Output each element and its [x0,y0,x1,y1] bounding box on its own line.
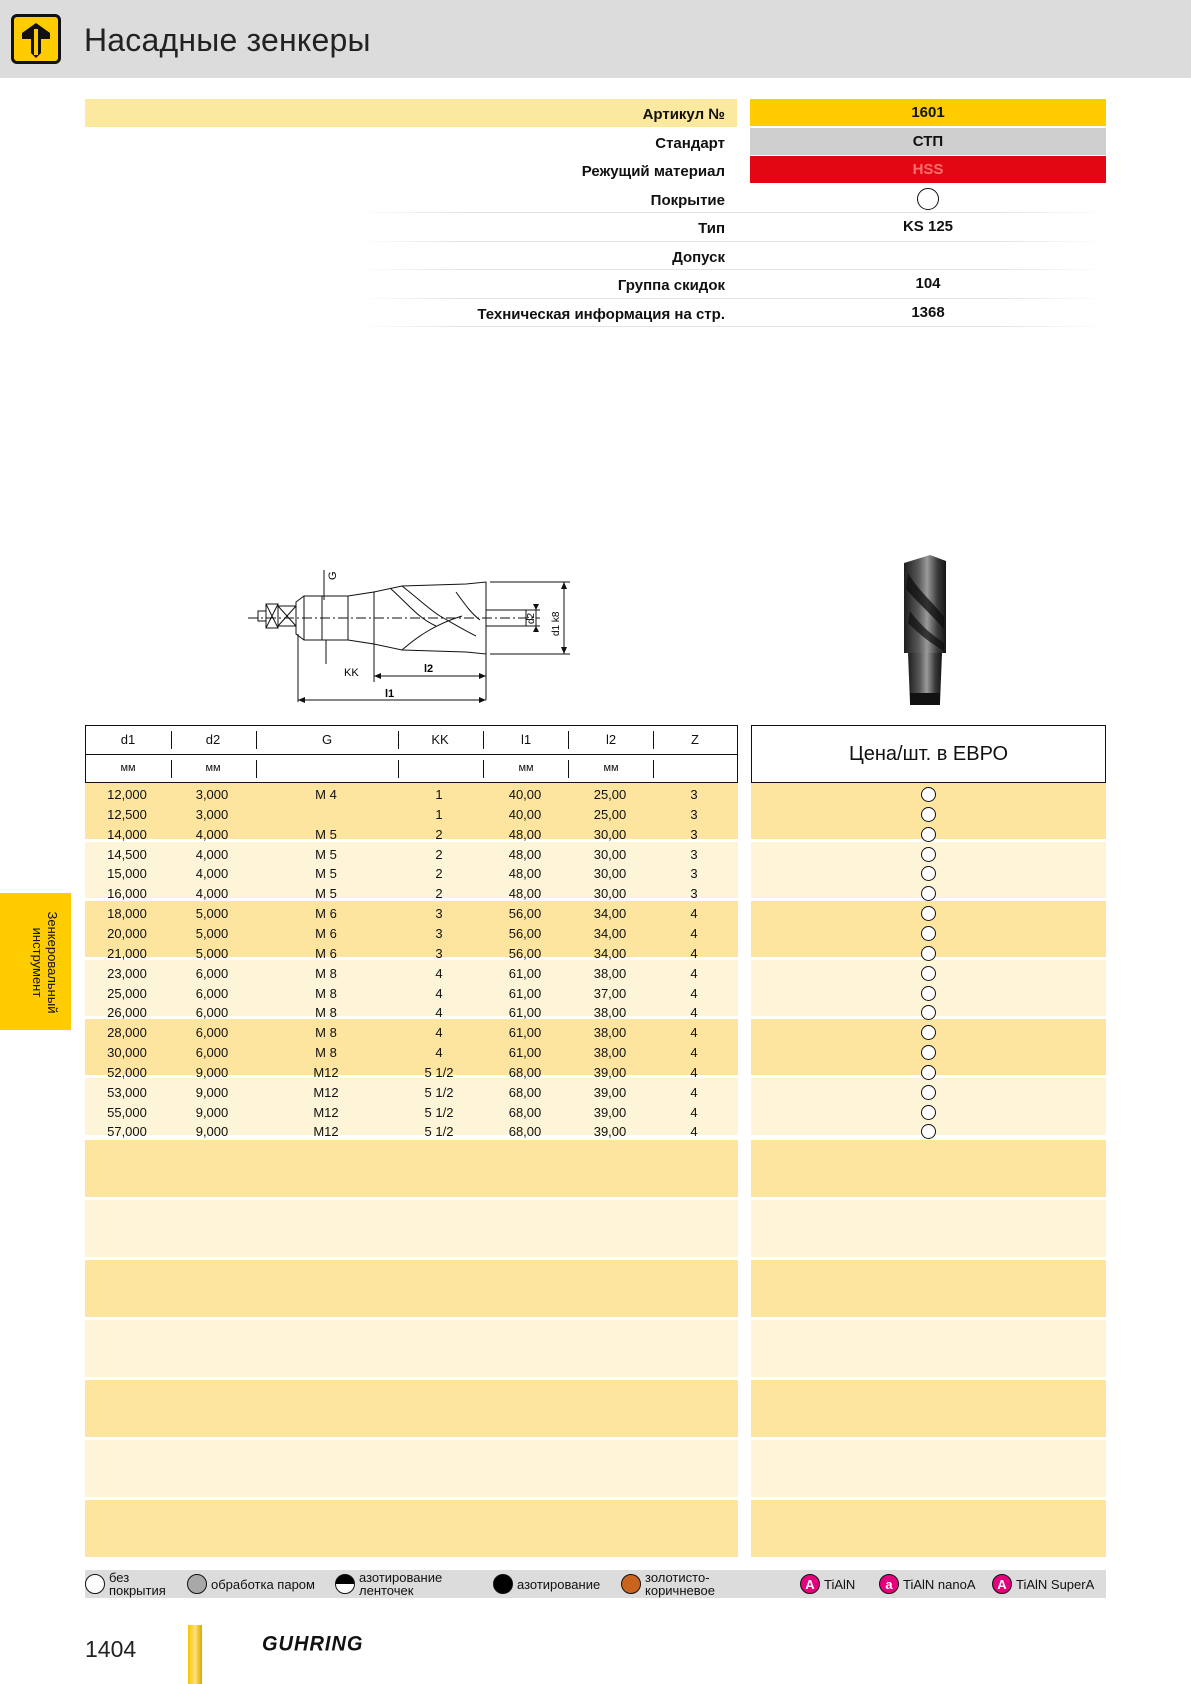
table-cell: 4 [690,1124,698,1139]
table-row [85,804,738,824]
table-cell: M 8 [315,1025,337,1040]
table-cell: M 8 [315,1005,337,1020]
table-cell: 4 [690,1045,698,1060]
table-cell: 5 1/2 [424,1065,454,1080]
table-cell: 39,00 [593,1105,627,1120]
table-cell: 5 1/2 [424,1105,454,1120]
material-value: HSS [750,156,1106,183]
legend-uncoated-line2: покрытия [109,1583,166,1598]
table-cell: 5,000 [195,906,229,921]
drawing-label-kk: KK [344,667,359,679]
table-cell: M 6 [315,926,337,941]
row-group-bg [85,1500,738,1557]
table-cell: 56,00 [508,946,542,961]
technical-drawing [240,560,580,720]
table-cell: M 5 [315,866,337,881]
column-unit: мм [205,762,221,774]
table-cell: 2 [435,827,443,842]
table-cell: 5 1/2 [424,1085,454,1100]
table-cell: M 5 [315,886,337,901]
table-cell: 4 [690,986,698,1001]
legend-uncoated [85,1570,166,1598]
table-cell: 68,00 [508,1105,542,1120]
table-cell: M 8 [315,1045,337,1060]
table-cell: 25,00 [593,787,627,802]
table-cell: 1 [435,787,443,802]
tialn-supera-icon: A [992,1574,1012,1594]
table-cell: M12 [313,1124,339,1139]
table-cell: 26,000 [107,1005,147,1020]
table-cell: M 8 [315,966,337,981]
side-tab-line1: Зенкеровальный [45,911,60,1014]
table-cell: 9,000 [195,1085,229,1100]
table-cell: 6,000 [195,1005,229,1020]
column-header: l2 [605,732,617,747]
table-cell: 34,00 [593,906,627,921]
drawing-label-l1: l1 [385,688,395,700]
table-cell: 21,000 [107,946,147,961]
column-header: G [321,732,333,747]
table-cell: M 5 [315,847,337,862]
column-unit: мм [120,762,136,774]
table-cell: 4,000 [195,827,229,842]
table-cell: 4,000 [195,886,229,901]
table-cell: 3,000 [195,787,229,802]
table-cell: 61,00 [508,1045,542,1060]
table-cell: 68,00 [508,1085,542,1100]
table-cell: 4 [690,926,698,941]
table-cell: 12,500 [107,807,147,822]
table-row [85,1062,738,1082]
drawing-label-d1: d1 k8 [551,611,562,636]
column-header: d2 [205,732,221,747]
table-cell: 3 [690,807,698,822]
table-cell: 4 [690,906,698,921]
table-cell: 3 [690,827,698,842]
legend-supera [992,1570,1094,1598]
drawing-label-l2: l2 [424,663,434,675]
column-header: d1 [120,732,136,747]
table-cell: 3,000 [195,807,229,822]
price-group-bg [751,1380,1106,1437]
tolerance-value [750,242,1106,269]
price-uncoated-icon [921,1105,936,1120]
coating-value [750,185,1106,212]
legend-gold-line2: коричневое [645,1583,715,1598]
spec-row-tolerance [85,242,1106,271]
table-cell: 38,00 [593,1025,627,1040]
table-cell: M 8 [315,986,337,1001]
legend-margin-nitride [335,1570,442,1598]
table-cell: 52,000 [107,1065,147,1080]
legend-nitride [493,1570,600,1598]
table-cell: 4 [435,1005,443,1020]
page-number: 1404 [85,1636,137,1662]
table-cell: 5 1/2 [424,1124,454,1139]
material-label: Режущий материал [581,163,725,180]
table-cell: 34,00 [593,926,627,941]
uncoated-icon [85,1574,105,1594]
column-unit: мм [518,762,534,774]
legend-nanoa [879,1570,976,1598]
table-cell: 48,00 [508,827,542,842]
table-cell: 3 [690,866,698,881]
table-cell: 2 [435,886,443,901]
price-uncoated-icon [921,1085,936,1100]
standard-label: Стандарт [655,134,725,152]
price-uncoated-icon [921,926,936,941]
table-cell: 18,000 [107,906,147,921]
table-cell: 56,00 [508,926,542,941]
table-cell: 28,000 [107,1025,147,1040]
table-cell: 6,000 [195,1045,229,1060]
price-uncoated-icon [921,847,936,862]
table-cell: 4 [690,1025,698,1040]
brand-logo: GUHRING [262,1632,364,1656]
discount-value: 104 [915,275,941,292]
table-cell: 4 [690,1065,698,1080]
price-uncoated-icon [921,966,936,981]
table-cell: M12 [313,1065,339,1080]
legend-steam [187,1570,315,1598]
table-cell: 14,000 [107,827,147,842]
table-cell: 4 [435,1045,443,1060]
legend-margin-line2: ленточек [359,1583,414,1598]
table-row [85,903,738,923]
price-uncoated-icon [921,986,936,1001]
column-unit: мм [603,762,619,774]
table-cell: 20,000 [107,926,147,941]
table-cell: 40,00 [508,787,542,802]
table-cell: 61,00 [508,1025,542,1040]
table-cell: 3 [435,946,443,961]
uncoated-icon [917,188,939,210]
table-cell: 68,00 [508,1124,542,1139]
data-table-header [85,725,738,783]
product-photo [890,553,960,713]
table-cell: 3 [690,787,698,802]
table-row [85,883,738,903]
margin-nitrided-icon [335,1574,355,1594]
table-cell: 4,000 [195,847,229,862]
row-group-bg [85,1200,738,1257]
legend-tialn-text: TiAlN [824,1576,856,1592]
table-cell: M12 [313,1085,339,1100]
side-tab-line2: инструмент [30,927,45,998]
table-cell: 2 [435,866,443,881]
table-row [85,784,738,804]
price-group-bg [751,1440,1106,1497]
table-row [85,943,738,963]
spec-row-material [85,156,1106,185]
table-row [85,923,738,943]
table-row [85,824,738,844]
price-uncoated-icon [921,946,936,961]
table-cell: 4 [690,1005,698,1020]
table-cell: M 6 [315,946,337,961]
table-cell: 68,00 [508,1065,542,1080]
page-header [0,0,1191,78]
price-uncoated-icon [921,827,936,842]
table-row [85,1042,738,1062]
tialn-nanoa-icon: a [879,1574,899,1594]
standard-value: СТП [750,128,1106,155]
table-cell: 34,00 [593,946,627,961]
price-group-bg [751,1260,1106,1317]
row-group-bg [85,1320,738,1377]
table-cell: 25,00 [593,807,627,822]
table-cell: 39,00 [593,1065,627,1080]
spec-table [85,99,1106,327]
table-cell: 6,000 [195,1025,229,1040]
table-cell: 48,00 [508,847,542,862]
price-uncoated-icon [921,807,936,822]
legend-margin-line1: азотирование [359,1570,443,1585]
row-group-bg [85,1260,738,1317]
table-cell: 4,000 [195,866,229,881]
section-side-tab[interactable] [0,893,71,1030]
table-cell: 4 [690,1085,698,1100]
table-cell: 40,00 [508,807,542,822]
row-group-bg [85,1380,738,1437]
spec-row-discount [85,270,1106,299]
table-cell: 38,00 [593,1005,627,1020]
table-cell: 12,000 [107,787,147,802]
legend-supera-text: TiAlN SuperA [1016,1576,1095,1592]
spec-row-standard [85,128,1106,157]
table-row [85,1002,738,1022]
table-row [85,863,738,883]
column-header: KK [431,732,449,747]
table-cell: 53,000 [107,1085,147,1100]
price-uncoated-icon [921,1065,936,1080]
coating-legend [85,1570,1106,1598]
footer-accent-bar [188,1625,202,1684]
table-cell: 9,000 [195,1065,229,1080]
table-cell: 37,00 [593,986,627,1001]
table-cell: 1 [435,807,443,822]
table-cell: 14,500 [107,847,147,862]
column-header: l1 [520,732,532,747]
table-cell: 39,00 [593,1085,627,1100]
table-cell: M 6 [315,906,337,921]
coating-label: Покрытие [650,191,725,209]
price-group-bg [751,1320,1106,1377]
table-cell: 4 [435,966,443,981]
column-header: Z [691,732,699,747]
table-cell: 6,000 [195,986,229,1001]
table-cell: 38,00 [593,966,627,981]
article-value: 1601 [750,99,1106,126]
table-cell: 38,00 [593,1045,627,1060]
table-cell: 3 [435,906,443,921]
techinfo-value: 1368 [911,303,945,321]
price-uncoated-icon [921,1025,936,1040]
table-cell: 15,000 [107,866,147,881]
price-uncoated-icon [921,787,936,802]
table-cell: 48,00 [508,886,542,901]
legend-steam-text: обработка паром [211,1576,315,1592]
legend-tialn [800,1570,855,1598]
table-cell: 4 [690,1105,698,1120]
table-cell: 61,00 [508,1005,542,1020]
article-label: Артикул № [642,106,725,123]
spec-row-type [85,213,1106,242]
table-cell: 48,00 [508,866,542,881]
table-cell: 4 [435,986,443,1001]
table-cell: 23,000 [107,966,147,981]
table-cell: 6,000 [195,966,229,981]
table-cell: 61,00 [508,986,542,1001]
price-header: Цена/шт. в ЕВРО [751,725,1106,783]
table-row [85,844,738,864]
legend-nanoa-text: TiAlN nanoA [903,1576,976,1592]
spec-row-article [85,99,1106,128]
table-cell: 5,000 [195,946,229,961]
tialn-icon: A [800,1574,820,1594]
table-cell: 3 [435,926,443,941]
countersink-tool-icon [11,14,61,64]
price-uncoated-icon [921,1005,936,1020]
table-cell: 39,00 [593,1124,627,1139]
table-row [85,983,738,1003]
drawing-label-g: G [327,571,339,580]
nitrided-icon [493,1574,513,1594]
legend-uncoated-line1: без [109,1570,130,1585]
table-cell: 3 [690,886,698,901]
row-group-bg [85,1140,738,1197]
table-cell: 3 [690,847,698,862]
spec-row-techinfo [85,299,1106,328]
table-row [85,1102,738,1122]
side-tab-text [30,905,60,1020]
page-title: Насадные зенкеры [84,22,371,58]
table-cell: 9,000 [195,1124,229,1139]
table-cell: 30,00 [593,866,627,881]
price-uncoated-icon [921,866,936,881]
price-uncoated-icon [921,886,936,901]
legend-nitride-text: азотирование [517,1576,601,1592]
row-group-bg [85,1440,738,1497]
drawing-label-d2: d2 [526,612,537,624]
legend-gold-line1: золотисто- [645,1570,710,1585]
price-uncoated-icon [921,1124,936,1139]
table-cell: 30,00 [593,847,627,862]
discount-label: Группа скидок [617,277,725,294]
table-cell: 30,000 [107,1045,147,1060]
table-cell: 30,00 [593,827,627,842]
steam-treated-icon [187,1574,207,1594]
table-row [85,1121,738,1141]
type-label: Тип [698,220,725,237]
table-cell: M 5 [315,827,337,842]
spec-row-coating [85,185,1106,214]
price-group-bg [751,1200,1106,1257]
table-cell: 9,000 [195,1105,229,1120]
price-uncoated-icon [921,906,936,921]
table-cell: 4 [690,966,698,981]
table-cell: 57,000 [107,1124,147,1139]
table-row [85,963,738,983]
table-cell: 56,00 [508,906,542,921]
price-uncoated-icon [921,1045,936,1060]
table-cell: 55,000 [107,1105,147,1120]
table-cell: 61,00 [508,966,542,981]
table-row [85,1082,738,1102]
table-cell: 16,000 [107,886,147,901]
techinfo-label: Техническая информация на стр. [477,305,725,323]
type-value: KS 125 [902,218,954,235]
table-cell: 2 [435,847,443,862]
price-group-bg [751,1500,1106,1557]
table-cell: M12 [313,1105,339,1120]
table-cell: 25,000 [107,986,147,1001]
price-group-bg [751,1140,1106,1197]
table-cell: 5,000 [195,926,229,941]
table-cell: 4 [690,946,698,961]
table-cell: 4 [435,1025,443,1040]
gold-brown-icon [621,1574,641,1594]
tolerance-label: Допуск [672,248,725,266]
table-row [85,1022,738,1042]
table-cell: 30,00 [593,886,627,901]
legend-gold [621,1570,715,1598]
table-cell: M 4 [315,787,337,802]
